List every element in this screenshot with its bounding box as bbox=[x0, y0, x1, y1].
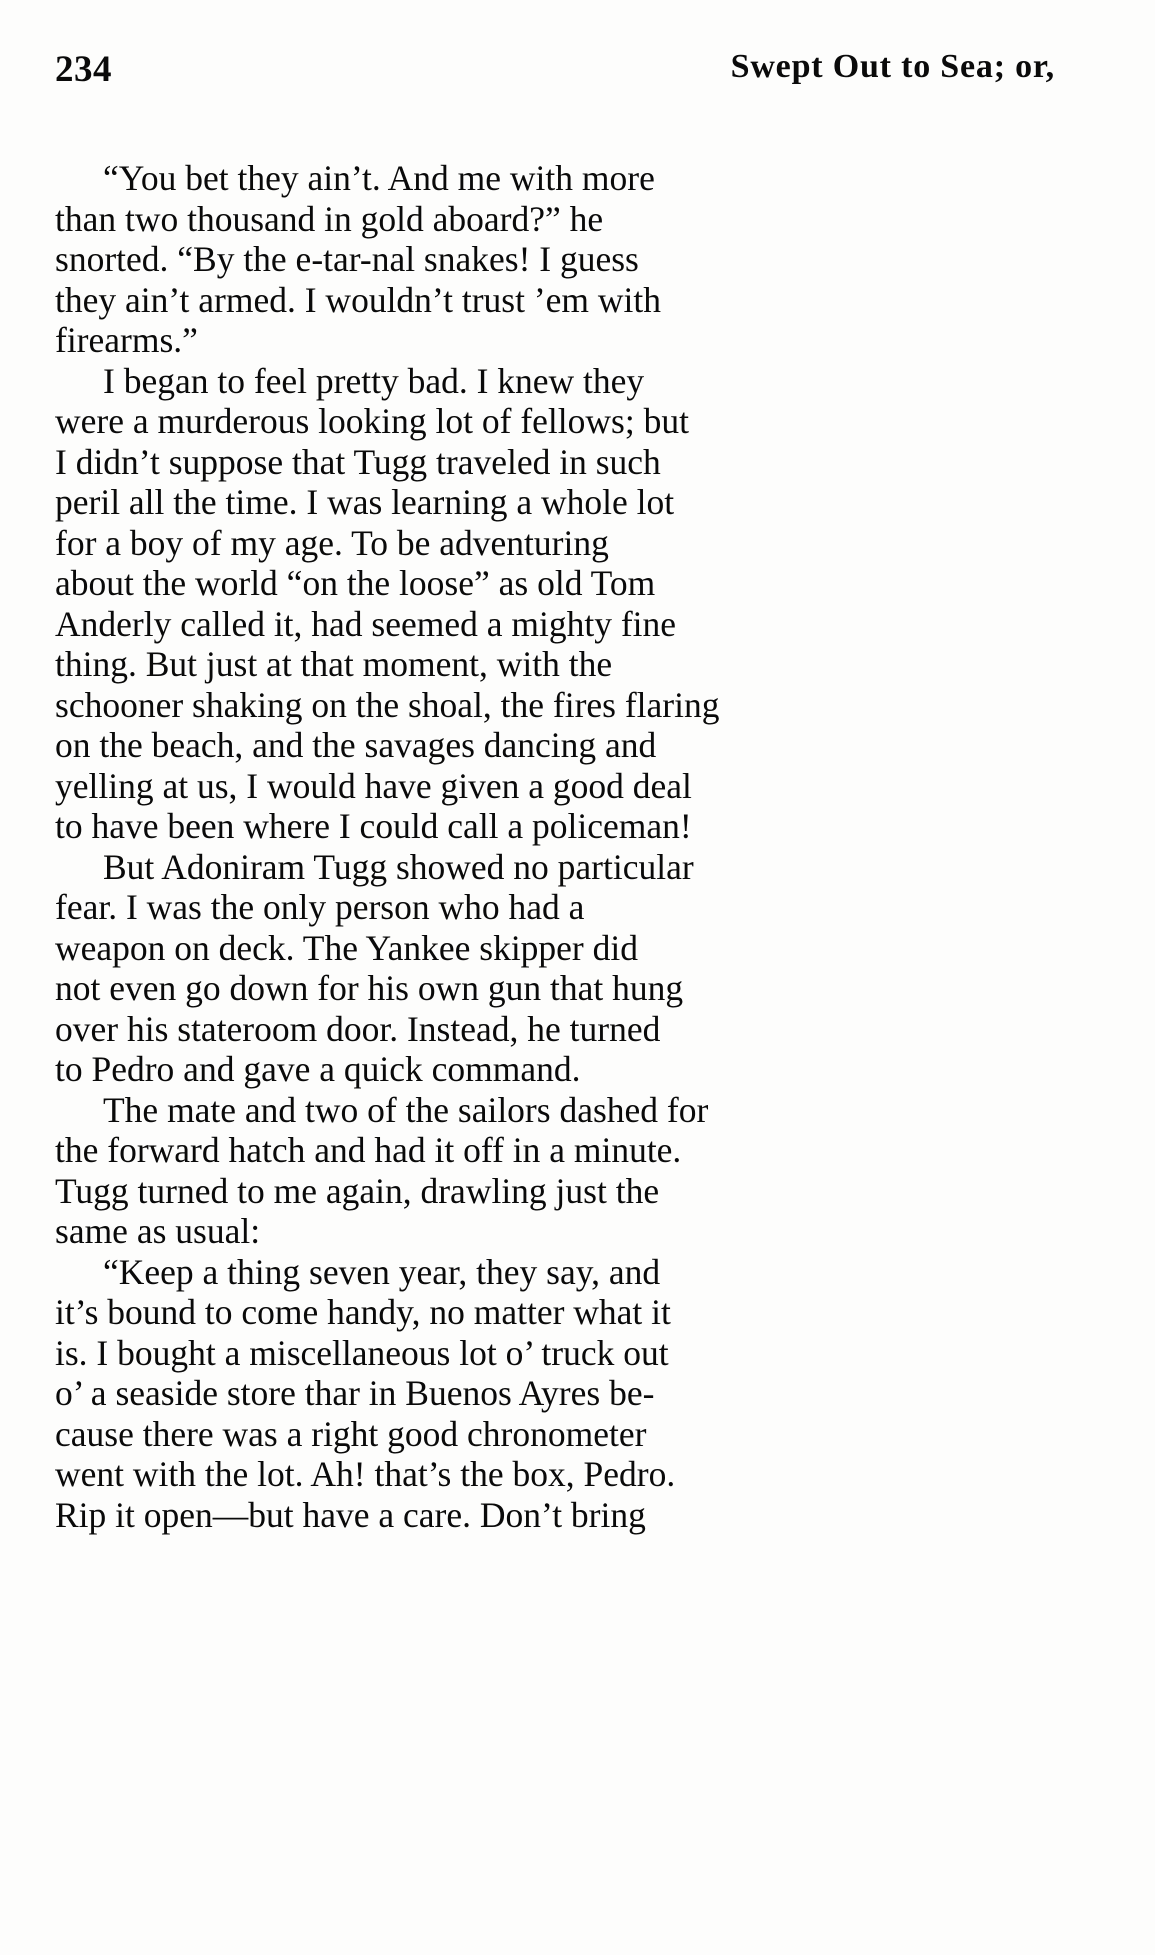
text-line: Rip it open—but have a care. Don’t bring bbox=[55, 1494, 646, 1535]
text-line: yelling at us, I would have given a good deal bbox=[55, 765, 692, 806]
paragraph-4 bbox=[55, 1090, 1060, 1252]
text-line: snorted. “By the e-tar-nal snakes! I guess bbox=[55, 239, 639, 279]
text-line: on the beach, and the savages dancing and bbox=[55, 725, 657, 765]
text-line: firearms.” bbox=[55, 320, 198, 360]
text-line: The mate and two of the sailors dashed for bbox=[103, 1089, 709, 1130]
text-line: were a murderous looking lot of fellows; but bbox=[55, 401, 689, 441]
text-line: the forward hatch and had it off in a minute. bbox=[55, 1130, 682, 1170]
text-line: went with the lot. Ah! that’s the box, Pedro. bbox=[55, 1454, 676, 1494]
text-line: But Adoniram Tugg showed no particular bbox=[103, 846, 694, 887]
text-line: same as usual: bbox=[55, 1211, 261, 1251]
text-line: it’s bound to come handy, no matter what it bbox=[55, 1292, 671, 1332]
running-head-title: Swept Out to Sea; or, bbox=[730, 48, 1055, 85]
text-line: schooner shaking on the shoal, the fires flaring bbox=[55, 684, 720, 725]
text-line: is. I bought a miscellaneous lot o’ truck out bbox=[55, 1332, 669, 1373]
text-line: cause there was a right good chronometer bbox=[55, 1413, 647, 1454]
text-line: about the world “on the loose” as old Tom bbox=[55, 563, 656, 603]
paragraph-5 bbox=[55, 1252, 1060, 1536]
text-line: to Pedro and gave a quick command. bbox=[55, 1049, 581, 1089]
text-line: weapon on deck. The Yankee skipper did bbox=[55, 927, 638, 968]
paragraph-3 bbox=[55, 847, 1060, 1090]
page-header bbox=[55, 48, 1055, 100]
text-line: “You bet they ain’t. And me with more bbox=[103, 158, 655, 198]
paragraph-2 bbox=[55, 361, 1060, 847]
text-line: fear. I was the only person who had a bbox=[55, 887, 585, 927]
text-line: for a boy of my age. To be adventuring bbox=[55, 522, 609, 563]
page-number: 234 bbox=[55, 49, 112, 90]
text-line: thing. But just at that moment, with the bbox=[55, 644, 613, 684]
text-line: over his stateroom door. Instead, he turned bbox=[55, 1008, 661, 1049]
text-line: not even go down for his own gun that hung bbox=[55, 968, 684, 1008]
text-line: o’ a seaside store thar in Buenos Ayres be- bbox=[55, 1373, 655, 1413]
text-line: Anderly called it, had seemed a mighty fine bbox=[55, 603, 677, 644]
text-line: I didn’t suppose that Tugg traveled in such bbox=[55, 441, 661, 482]
paragraph-1 bbox=[55, 158, 1060, 361]
text-line: I began to feel pretty bad. I knew they bbox=[103, 360, 645, 401]
text-line: they ain’t armed. I wouldn’t trust ’em with bbox=[55, 279, 662, 320]
text-line: to have been where I could call a policeman! bbox=[55, 806, 692, 846]
text-line: Tugg turned to me again, drawling just the bbox=[55, 1170, 660, 1211]
text-line: than two thousand in gold aboard?” he bbox=[55, 198, 604, 239]
body-text bbox=[55, 158, 1060, 1535]
text-line: peril all the time. I was learning a whole lot bbox=[55, 482, 675, 522]
text-line: “Keep a thing seven year, they say, and bbox=[103, 1251, 661, 1292]
